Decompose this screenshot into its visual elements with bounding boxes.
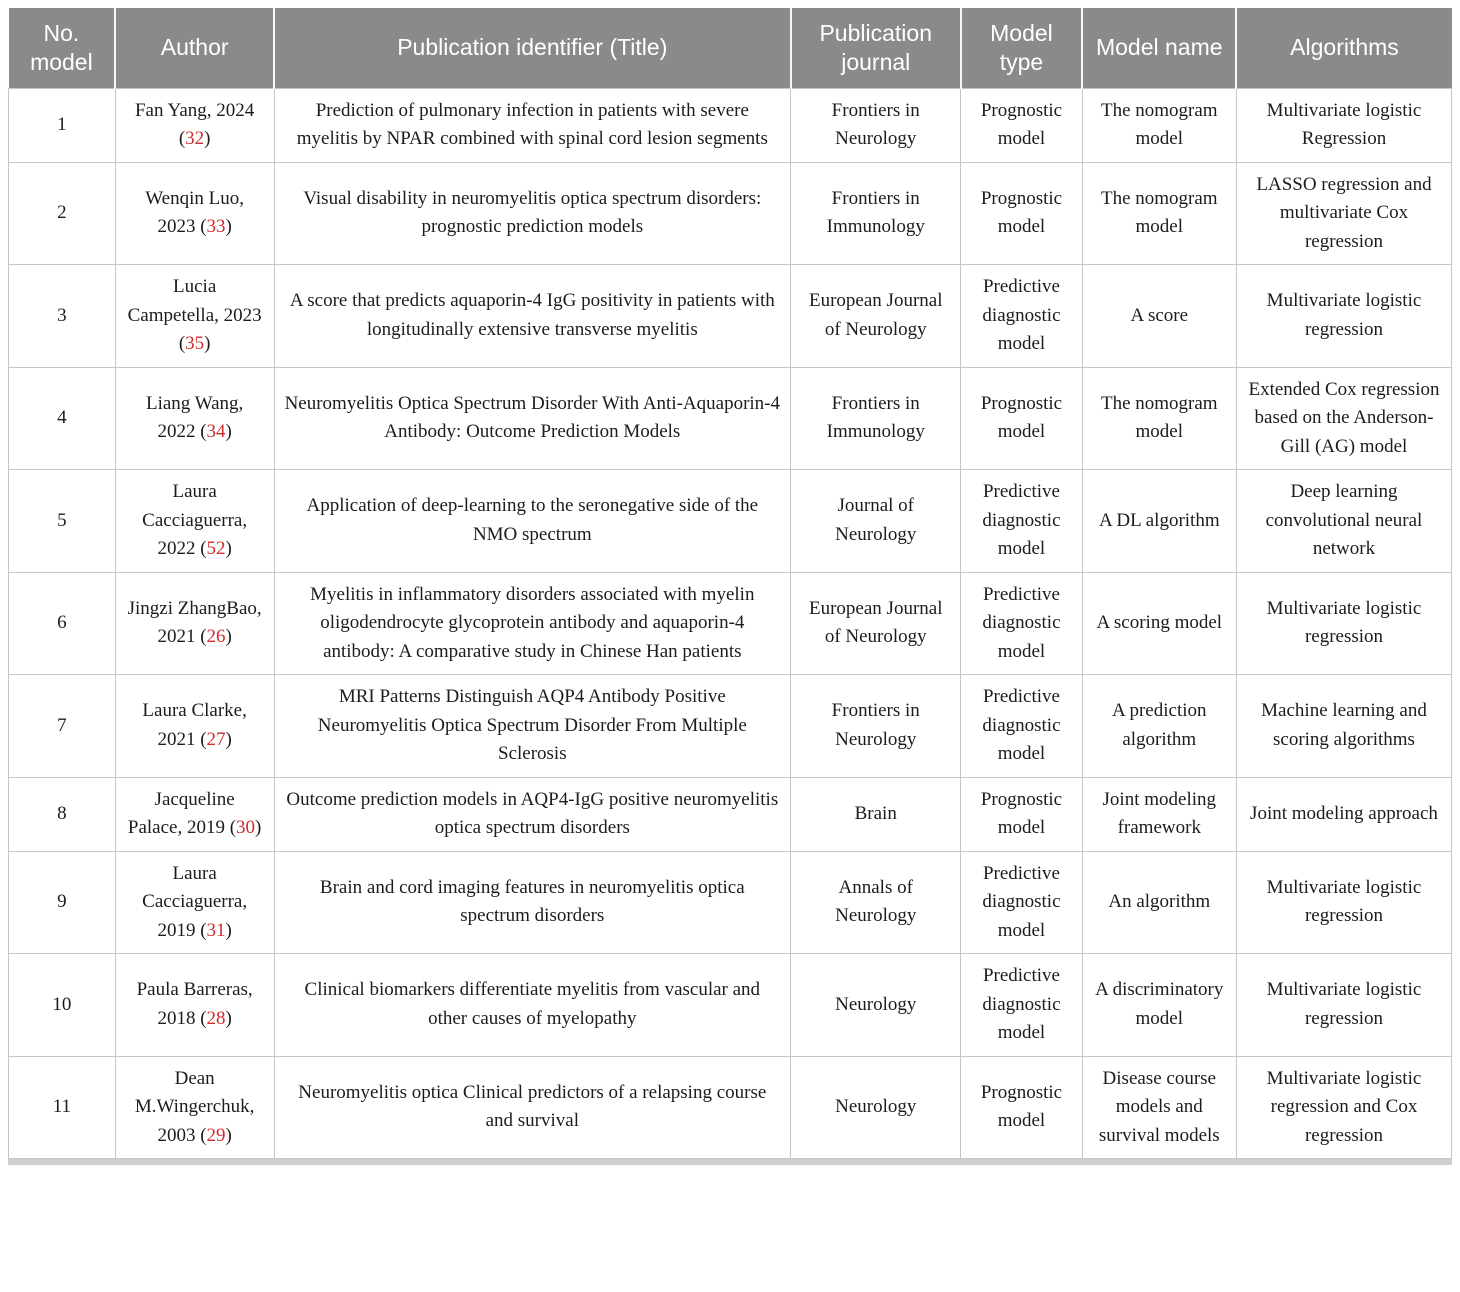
table-row	[9, 1056, 1452, 1159]
row-number-cell: 7	[9, 675, 116, 778]
author-cell	[115, 675, 274, 778]
author-text: Laura Clarke, 2021 (	[142, 700, 247, 750]
citation-close-paren: )	[225, 421, 232, 443]
algorithms-cell: Multivariate logistic regression and Cox regression	[1236, 1056, 1451, 1159]
publication-journal-cell: Neurology	[791, 1056, 961, 1159]
model-type-cell: Predictive diagnostic model	[961, 470, 1082, 573]
algorithms-cell: Extended Cox regression based on the Anderson-Gill (AG) model	[1236, 367, 1451, 470]
publication-title-cell: Neuromyelitis Optica Spectrum Disorder With Anti-Aquaporin-4 Antibody: Outcome Prediction Models	[274, 367, 791, 470]
row-number-cell: 1	[9, 88, 116, 162]
model-name-cell: A prediction algorithm	[1082, 675, 1236, 778]
model-name-cell: A score	[1082, 265, 1236, 368]
citation-close-paren: )	[255, 817, 262, 838]
table-row	[9, 777, 1452, 851]
author-text: Fan Yang, 2024 (	[134, 99, 255, 149]
row-number-cell: 9	[9, 851, 116, 954]
citation-ref-link[interactable]: 35	[185, 333, 205, 354]
citation-ref-link[interactable]: 34	[206, 421, 226, 443]
algorithms-cell: LASSO regression and multivariate Cox regression	[1236, 162, 1451, 265]
algorithms-cell: Machine learning and scoring algorithms	[1236, 675, 1451, 778]
citation-ref-link[interactable]: 26	[206, 626, 226, 648]
publication-journal-cell: Journal of Neurology	[791, 470, 961, 573]
model-type-cell: Predictive diagnostic model	[961, 572, 1082, 675]
model-type-cell: Prognostic model	[961, 1056, 1082, 1159]
author-cell	[115, 954, 274, 1057]
publication-title-cell: Prediction of pulmonary infection in patients with severe myelitis by NPAR combined with spinal cord lesion segments	[274, 88, 791, 162]
publication-journal-cell: Neurology	[791, 954, 961, 1057]
publication-title-cell: Neuromyelitis optica Clinical predictors of a relapsing course and survival	[274, 1056, 791, 1159]
col-header-model-name: Model name	[1082, 8, 1236, 88]
model-name-cell: A DL algorithm	[1082, 470, 1236, 573]
table-row	[9, 265, 1452, 368]
citation-ref-link[interactable]: 27	[206, 728, 226, 750]
citation-ref-link[interactable]: 32	[185, 128, 205, 149]
author-cell	[115, 367, 274, 470]
model-type-cell: Predictive diagnostic model	[961, 954, 1082, 1057]
col-header-author: Author	[115, 8, 274, 88]
model-name-cell: A scoring model	[1082, 572, 1236, 675]
col-header-publication-journal: Publication journal	[791, 8, 961, 88]
model-name-cell: The nomogram model	[1082, 367, 1236, 470]
model-type-cell: Prognostic model	[961, 162, 1082, 265]
author-cell	[115, 88, 274, 162]
publication-journal-cell: Frontiers in Neurology	[791, 675, 961, 778]
publication-journal-cell: Annals of Neurology	[791, 851, 961, 954]
author-cell	[115, 162, 274, 265]
model-name-cell: Disease course models and survival models	[1082, 1056, 1236, 1159]
algorithms-cell: Multivariate logistic Regression	[1236, 88, 1451, 162]
row-number-cell: 2	[9, 162, 116, 265]
citation-close-paren: )	[225, 538, 232, 559]
publication-title-cell: Outcome prediction models in AQP4-IgG positive neuromyelitis optica spectrum disorders	[274, 777, 791, 851]
author-cell	[115, 1056, 274, 1159]
citation-ref-link[interactable]: 52	[206, 538, 226, 559]
row-number-cell: 3	[9, 265, 116, 368]
author-text: Jacqueline Palace, 2019 (	[127, 788, 237, 838]
citation-close-paren: )	[225, 919, 232, 941]
algorithms-cell: Joint modeling approach	[1236, 777, 1451, 851]
publication-journal-cell: Brain	[791, 777, 961, 851]
model-type-cell: Prognostic model	[961, 88, 1082, 162]
citation-close-paren: )	[225, 1007, 232, 1029]
model-name-cell: A discriminatory model	[1082, 954, 1236, 1057]
citation-ref-link[interactable]: 28	[206, 1007, 226, 1029]
table-row	[9, 470, 1452, 573]
publications-table-container	[8, 8, 1452, 1165]
author-text: Dean M.Wingerchuk, 2003 (	[134, 1067, 255, 1146]
author-text: Laura Cacciaguerra, 2022 (	[142, 481, 248, 559]
publication-title-cell: MRI Patterns Distinguish AQP4 Antibody Positive Neuromyelitis Optica Spectrum Disorder From Multiple Sclerosis	[274, 675, 791, 778]
model-type-cell: Predictive diagnostic model	[961, 675, 1082, 778]
header-row	[9, 8, 1452, 88]
publication-title-cell: Clinical biomarkers differentiate myelitis from vascular and other causes of myelopathy	[274, 954, 791, 1057]
model-name-cell: The nomogram model	[1082, 88, 1236, 162]
algorithms-cell: Deep learning convolutional neural network	[1236, 470, 1451, 573]
algorithms-cell: Multivariate logistic regression	[1236, 572, 1451, 675]
author-text: Laura Cacciaguerra, 2019 (	[142, 862, 248, 941]
author-cell	[115, 851, 274, 954]
publication-journal-cell: Frontiers in Immunology	[791, 162, 961, 265]
algorithms-cell: Multivariate logistic regression	[1236, 265, 1451, 368]
model-name-cell: Joint modeling framework	[1082, 777, 1236, 851]
author-text: Jingzi ZhangBao, 2021 (	[127, 597, 262, 648]
citation-close-paren: )	[225, 728, 232, 750]
col-header-algorithms: Algorithms	[1236, 8, 1451, 88]
citation-ref-link[interactable]: 29	[206, 1124, 226, 1146]
author-cell	[115, 470, 274, 573]
publication-journal-cell: Frontiers in Immunology	[791, 367, 961, 470]
row-number-cell: 4	[9, 367, 116, 470]
row-number-cell: 10	[9, 954, 116, 1057]
citation-close-paren: )	[225, 216, 232, 238]
author-cell	[115, 777, 274, 851]
table-row	[9, 675, 1452, 778]
publication-title-cell: Visual disability in neuromyelitis optica spectrum disorders: prognostic prediction models	[274, 162, 791, 265]
author-text: Lucia Campetella, 2023 (	[127, 276, 262, 354]
citation-ref-link[interactable]: 33	[206, 216, 226, 238]
publication-journal-cell: Frontiers in Neurology	[791, 88, 961, 162]
publication-title-cell: A score that predicts aquaporin-4 IgG positivity in patients with longitudinally extensive transverse myelitis	[274, 265, 791, 368]
col-header-no-model: No. model	[9, 8, 116, 88]
model-name-cell: An algorithm	[1082, 851, 1236, 954]
citation-close-paren: )	[204, 128, 211, 149]
model-type-cell: Predictive diagnostic model	[961, 265, 1082, 368]
model-type-cell: Prognostic model	[961, 367, 1082, 470]
table-row	[9, 162, 1452, 265]
publication-title-cell: Application of deep-learning to the seronegative side of the NMO spectrum	[274, 470, 791, 573]
author-cell	[115, 572, 274, 675]
citation-close-paren: )	[225, 1124, 232, 1146]
row-number-cell: 5	[9, 470, 116, 573]
row-number-cell: 8	[9, 777, 116, 851]
model-name-cell: The nomogram model	[1082, 162, 1236, 265]
table-bottom-bar	[8, 1159, 1452, 1165]
table-row	[9, 367, 1452, 470]
table-row	[9, 88, 1452, 162]
algorithms-cell: Multivariate logistic regression	[1236, 851, 1451, 954]
model-type-cell: Predictive diagnostic model	[961, 851, 1082, 954]
table-header	[9, 8, 1452, 88]
publication-journal-cell: European Journal of Neurology	[791, 572, 961, 675]
row-number-cell: 11	[9, 1056, 116, 1159]
table-row	[9, 851, 1452, 954]
publication-title-cell: Myelitis in inflammatory disorders associated with myelin oligodendrocyte glycoprotein antibody and aquaporin-4 antibody: A comparative study in Chinese Han patients	[274, 572, 791, 675]
row-number-cell: 6	[9, 572, 116, 675]
author-text: Wenqin Luo, 2023 (	[145, 187, 244, 238]
author-text: Liang Wang, 2022 (	[145, 392, 244, 443]
col-header-publication-title: Publication identifier (Title)	[274, 8, 791, 88]
model-type-cell: Prognostic model	[961, 777, 1082, 851]
table-row	[9, 572, 1452, 675]
citation-close-paren: )	[204, 333, 211, 354]
citation-ref-link[interactable]: 30	[236, 817, 256, 838]
author-cell	[115, 265, 274, 368]
publications-table	[8, 8, 1452, 1159]
publication-journal-cell: European Journal of Neurology	[791, 265, 961, 368]
publication-title-cell: Brain and cord imaging features in neuromyelitis optica spectrum disorders	[274, 851, 791, 954]
citation-ref-link[interactable]: 31	[206, 919, 226, 941]
citation-close-paren: )	[225, 626, 232, 648]
col-header-model-type: Model type	[961, 8, 1082, 88]
algorithms-cell: Multivariate logistic regression	[1236, 954, 1451, 1057]
table-body	[9, 88, 1452, 1159]
author-text: Paula Barreras, 2018 (	[136, 979, 253, 1029]
table-row	[9, 954, 1452, 1057]
